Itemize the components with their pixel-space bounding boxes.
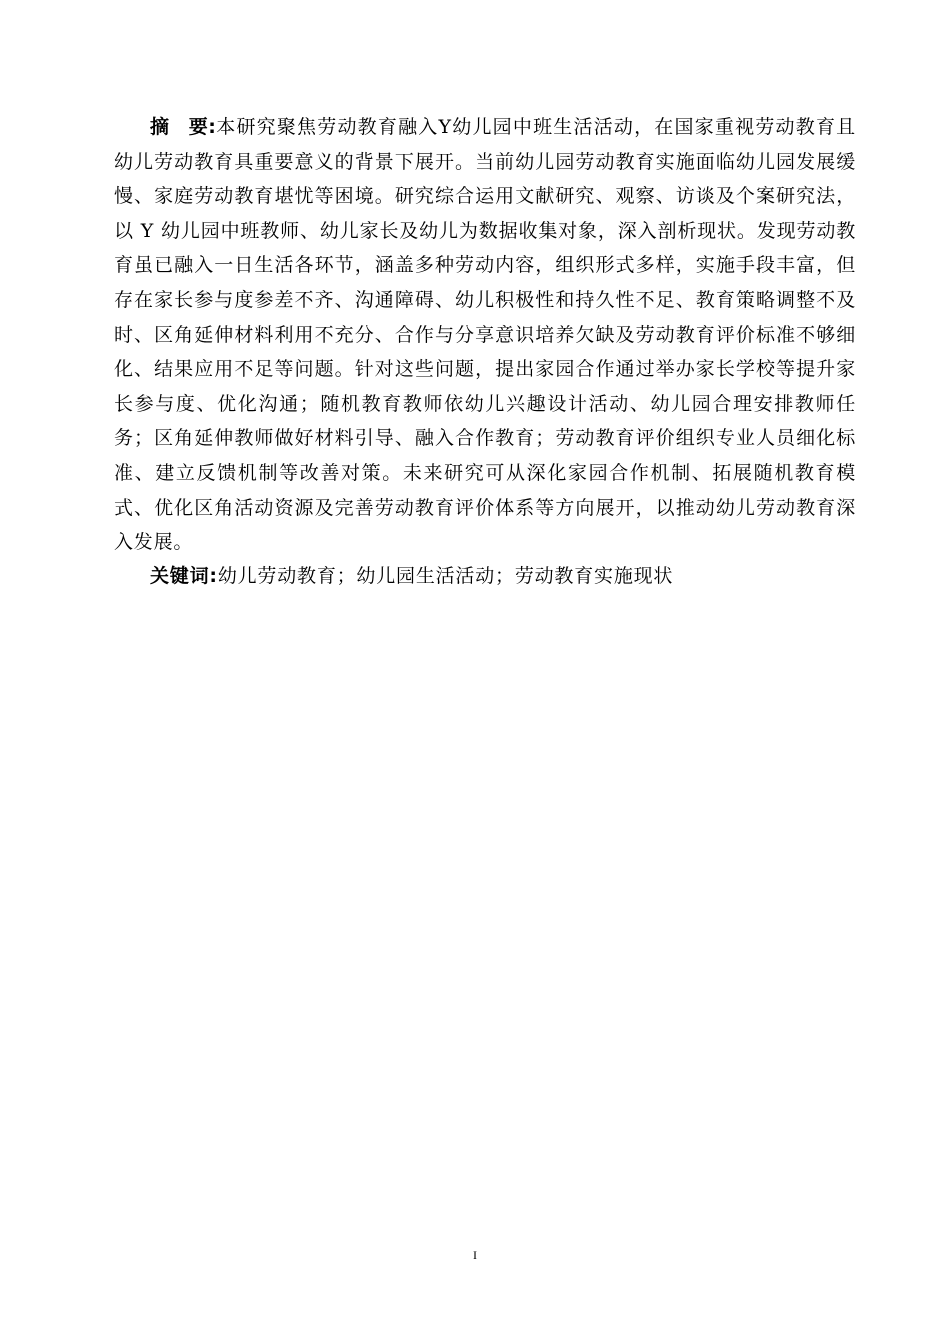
keywords-label-colon: : — [209, 565, 218, 587]
abstract-label-colon: : — [208, 116, 216, 138]
keywords-label-text: 关键词 — [150, 565, 210, 587]
abstract-paragraph — [114, 110, 856, 560]
abstract-label — [150, 116, 216, 138]
abstract-label-char-1: 摘 — [150, 116, 170, 138]
abstract-label-char-2: 要 — [188, 116, 209, 138]
keywords-label — [150, 565, 218, 587]
page-number: I — [473, 1248, 477, 1262]
keywords-text: 幼儿劳动教育；幼儿园生活活动；劳动教育实施现状 — [217, 565, 674, 587]
keywords-paragraph — [150, 559, 856, 593]
abstract-text: 本研究聚焦劳动教育融入Y幼儿园中班生活活动，在国家重视劳动教育且幼儿劳动教育具重要意义的背景下展开。当前幼儿园劳动教育实施面临幼儿园发展缓慢、家庭劳动教育堪忧等困境。研究综合运用文献研究、观察、访谈及个案研究法，以 Y 幼儿园中班教师、幼儿家长及幼儿为数据收集对象，深入剖析现状。发现劳动教育虽已融入一日生活各环节，涵盖多种劳动内容，组织形式多样，实施手段丰富，但存在家长参与度参差不齐、沟通障碍、幼儿积极性和持久性不足、教育策略调整不及时、区角延伸材料利用不充分、合作与分享意识培养欠缺及劳动教育评价标准不够细化、结果应用不足等问题。针对这些问题，提出家园合作通过举办家长学校等提升家长参与度、优化沟通；随机教育教师依幼儿兴趣设计活动、幼儿园合理安排教师任务；区角延伸教师做好材料引导、融入合作教育；劳动教育评价组织专业人员细化标准、建立反馈机制等改善对策。未来研究可从深化家园合作机制、拓展随机教育模式、优化区角活动资源及完善劳动教育评价体系等方向展开，以推动幼儿劳动教育深入发展。 — [114, 116, 856, 554]
